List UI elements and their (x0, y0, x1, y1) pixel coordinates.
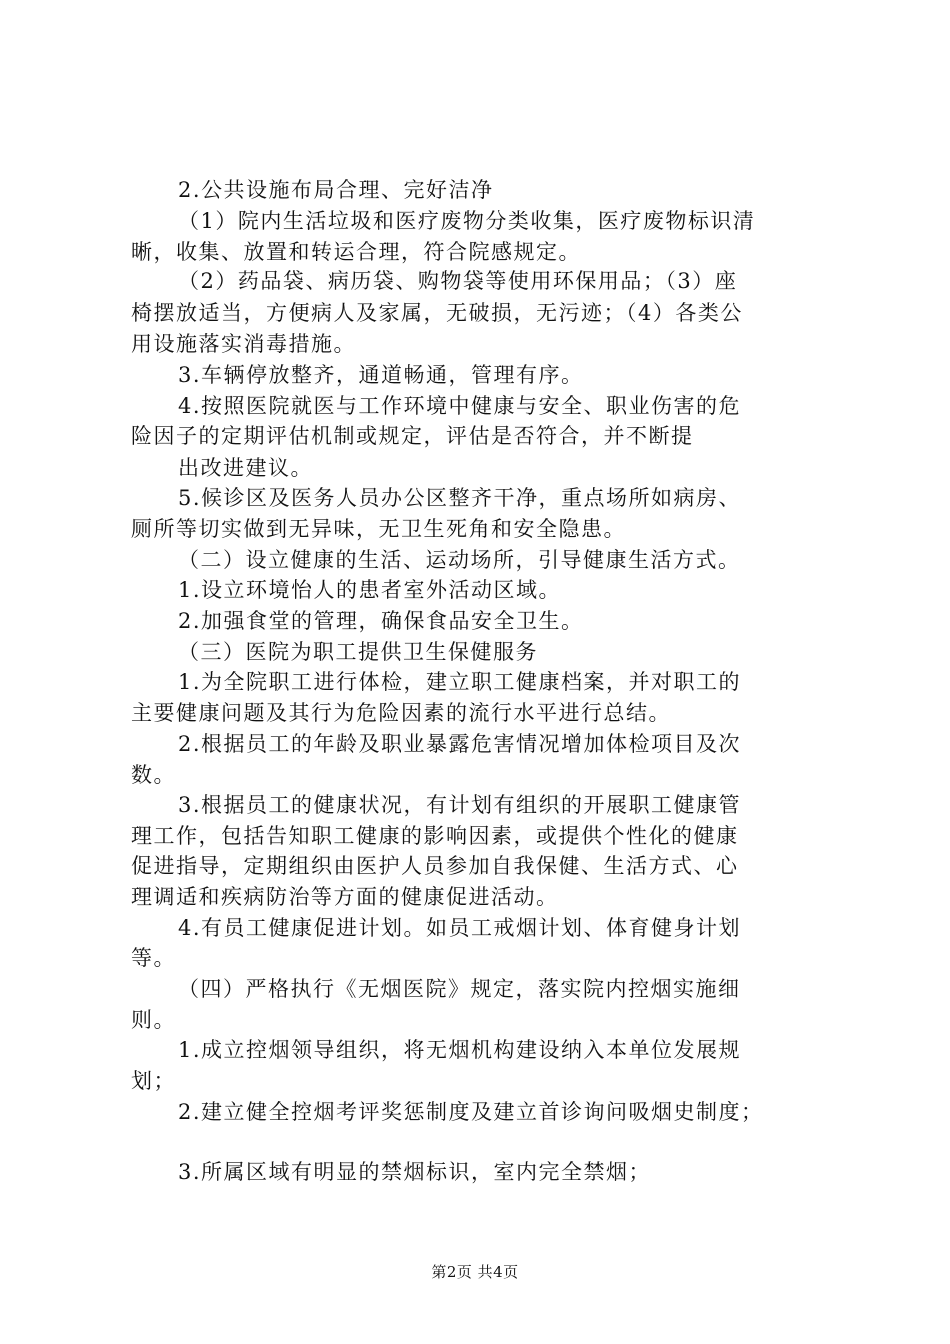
text-line: 2.加强食堂的管理，确保食品安全卫生。 (178, 609, 584, 633)
page-number: 第2页 共4页 (431, 1263, 519, 1281)
text-line: （三）医院为职工提供卫生保健服务 (178, 640, 538, 664)
text-line: （2）药品袋、病历袋、购物袋等使用环保用品；（3）座 (178, 269, 738, 293)
text-line: 1.成立控烟领导组织，将无烟机构建设纳入本单位发展规 (178, 1038, 742, 1062)
text-line: 理工作，包括告知职工健康的影响因素，或提供个性化的健康 (131, 824, 739, 848)
text-line: （1）院内生活垃圾和医疗废物分类收集，医疗废物标识清 (178, 209, 756, 233)
text-line: 险因子的定期评估机制或规定，评估是否符合，并不断提 (131, 424, 694, 448)
text-line: 则。 (131, 1008, 176, 1032)
text-line: 促进指导，定期组织由医护人员参加自我保健、生活方式、心 (131, 854, 739, 878)
text-line: 2.建立健全控烟考评奖惩制度及建立首诊询问吸烟史制度； (178, 1100, 764, 1124)
text-line: 3.所属区域有明显的禁烟标识，室内完全禁烟； (178, 1160, 652, 1184)
text-line: 5.候诊区及医务人员办公区整齐干净，重点场所如病房、 (178, 486, 742, 510)
text-line: 3.车辆停放整齐，通道畅通，管理有序。 (178, 363, 584, 387)
text-line: （二）设立健康的生活、运动场所，引导健康生活方式。 (178, 548, 741, 572)
text-line: 3.根据员工的健康状况，有计划有组织的开展职工健康管 (178, 793, 742, 817)
text-line: 等。 (131, 946, 176, 970)
text-line: 晰，收集、放置和转运合理，符合院感规定。 (131, 240, 581, 264)
text-line: 4.按照医院就医与工作环境中健康与安全、职业伤害的危 (178, 394, 742, 418)
text-line: （四）严格执行《无烟医院》规定，落实院内控烟实施细 (178, 977, 741, 1001)
text-line: 1.为全院职工进行体检，建立职工健康档案，并对职工的 (178, 670, 742, 694)
text-line: 出改进建议。 (178, 456, 313, 480)
text-line: 数。 (131, 763, 176, 787)
text-line: 2.公共设施布局合理、完好洁净 (178, 178, 494, 202)
text-line: 椅摆放适当，方便病人及家属，无破损，无污迹；（4）各类公 (131, 301, 743, 325)
text-line: 2.根据员工的年龄及职业暴露危害情况增加体检项目及次 (178, 732, 742, 756)
text-line: 4.有员工健康促进计划。如员工戒烟计划、体育健身计划 (178, 916, 742, 940)
text-line: 用设施落实消毒措施。 (131, 332, 356, 356)
text-line: 厕所等切实做到无异味，无卫生死角和安全隐患。 (131, 517, 626, 541)
text-line: 理调适和疾病防治等方面的健康促进活动。 (131, 885, 559, 909)
text-line: 划； (131, 1069, 176, 1093)
text-line: 主要健康问题及其行为危险因素的流行水平进行总结。 (131, 701, 671, 725)
text-line: 1.设立环境怡人的患者室外活动区域。 (178, 578, 562, 602)
